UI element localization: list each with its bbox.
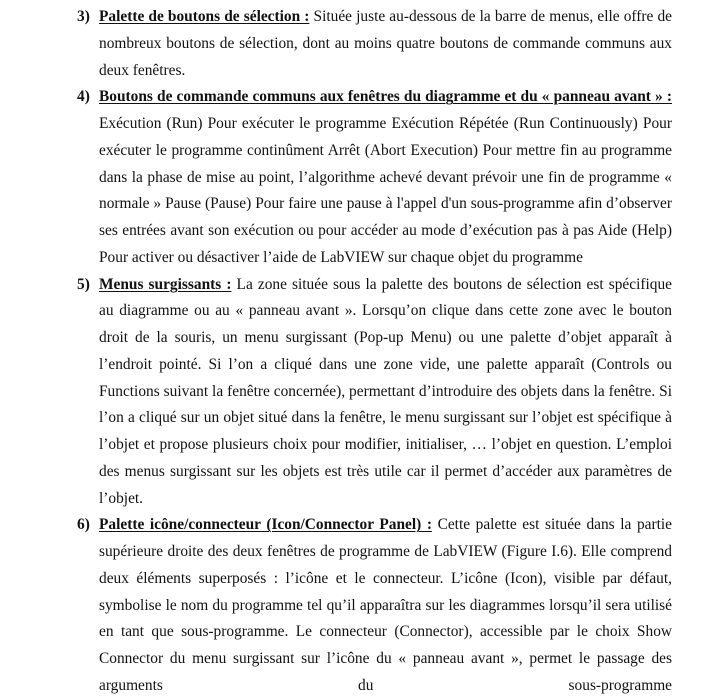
document-page [0, 4, 708, 700]
list-item-menus-surgissants [0, 272, 672, 513]
item-number: 3) [77, 8, 90, 25]
item-body: Cette palette est située dans la partie supérieure droite des deux fenêtres de programme de LabVIEW (Figure I.6). Elle comprend deux éléments superposés : l’icône et le connecteur. L’icône (Icon), visible par défaut, symbolise le nom du programme tel qu’il apparaîtra sur les diagrammes lorsqu’il sera utilisé en tant que sous-programme. Le connecteur (Connector), accessible par le choix Show Connector du menu surgissant sur l’icône du « panneau avant », permet le passage des arguments du sous-programme [99, 516, 673, 694]
item-number: 6) [77, 516, 90, 534]
list-item-boutons-commande [0, 84, 672, 271]
item-heading: Menus surgissants : [99, 275, 232, 293]
list-item-palette-icone-connecteur [0, 512, 672, 699]
item-heading: Palette icône/connecteur (Icon/Connector Panel) : [99, 516, 432, 534]
item-body: Exécution (Run) Pour exécuter le programme Exécution Répétée (Run Continuously) Pour exécuter le programme continûment Arrêt (Abort Execution) Pour mettre fin au programme dans la phase de mise au point, l’algorithme achevé devant prévoir une fin de programme « normale » Pause (Pause) Pour faire une pause à l'appel d'un sous-programme afin d’observer ses entrées avant son exécution ou pour accéder au mode d’exécution pas à pas Aide (Help) Pour activer ou désactiver l’aide de LabVIEW sur chaque objet du programme [99, 115, 672, 266]
item-heading: Boutons de commande communs aux fenêtres du diagramme et du « panneau avant » : [99, 88, 672, 106]
item-number: 5) [77, 275, 90, 293]
item-body: La zone située sous la palette des boutons de sélection est spécifique au diagramme ou au « panneau avant ». Lorsqu’on clique dans cette zone avec le bouton droit de la souris, un menu surgissant (Pop-up Menu) ou une palette d’objet apparaît à l’endroit pointé. Si l’on a cliqué dans une zone vide, une palette apparaît (Controls ou Functions suivant la fenêtre concernée), permettant d’introduire des objets dans la fenêtre. Si l’on a cliqué sur un objet situé dans la fenêtre, le menu surgissant sur l’objet est spécifique à l’objet et propose plusieurs choix pour modifier, initialiser, … l’objet en question. L’emploi des menus surgissant sur les objets est très utile car il permet d’accéder aux paramètres de l’objet. [99, 275, 672, 507]
list-item-palette-boutons-selection [0, 4, 672, 84]
item-number: 4) [77, 88, 90, 106]
item-heading: Palette de boutons de sélection : [99, 8, 310, 25]
item-body: Située juste au-dessous de la barre de menus, elle offre de nombreux boutons de sélection, dont au moins quatre boutons de commande communs aux deux fenêtres. [99, 8, 672, 79]
